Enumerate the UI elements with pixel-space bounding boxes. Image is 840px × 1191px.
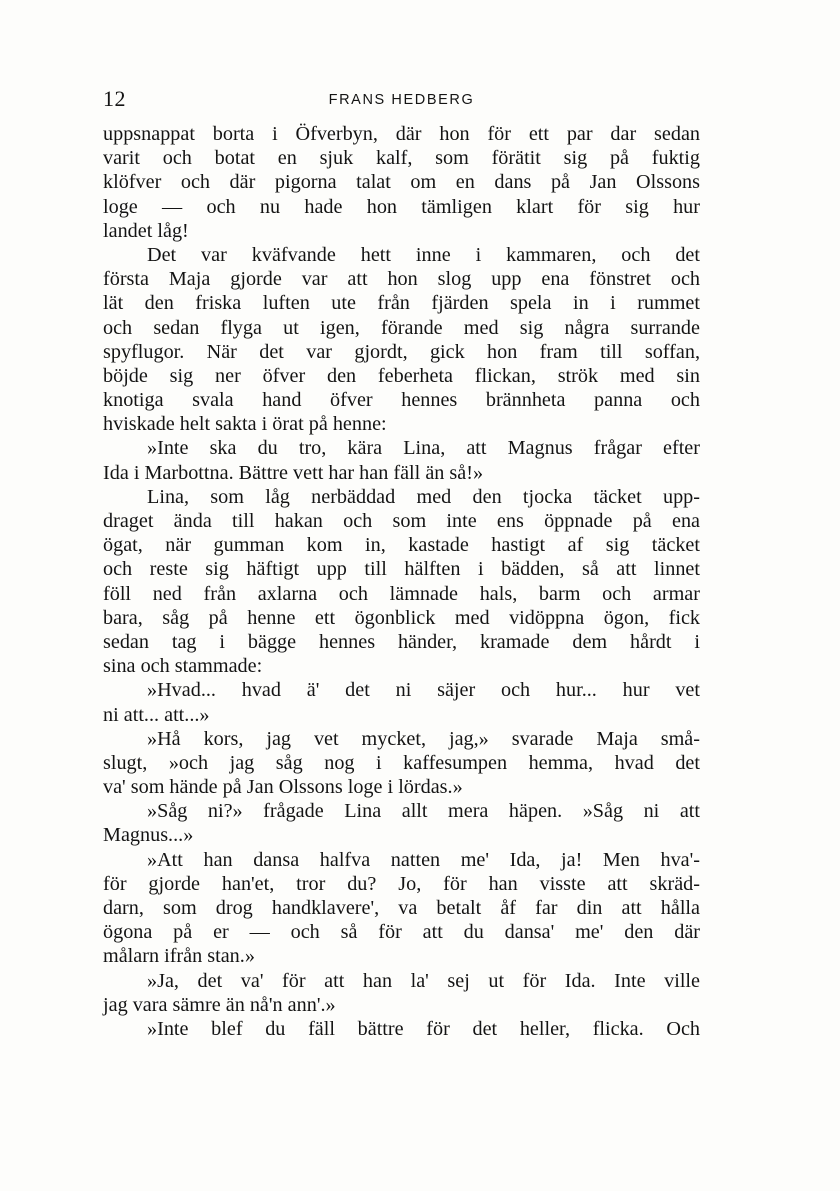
text-line: »Hå kors, jag vet mycket, jag,» svarade Maja små-	[147, 727, 700, 750]
text-line: och reste sig häftigt upp till hälften i bädden, så att linnet	[103, 558, 700, 581]
text-line: knotiga svala hand öfver hennes brännheta panna och	[103, 389, 700, 412]
text-line: hviskade helt sakta i örat på henne:	[103, 413, 387, 436]
text-line: va' som hände på Jan Olssons loge i lördas.»	[103, 776, 463, 799]
text-line: klöfver och där pigorna talat om en dans på Jan Olssons	[103, 171, 700, 194]
text-line: Det var kväfvande hett inne i kammaren, och det	[147, 243, 700, 266]
text-line: lät den friska luften ute från fjärden spela in i rummet	[103, 292, 700, 315]
text-line: sina och stammade:	[103, 655, 263, 678]
text-line: böjde sig ner öfver den feberheta flickan, strök med sin	[103, 364, 700, 387]
text-line: »Inte ska du tro, kära Lina, att Magnus frågar efter	[147, 437, 700, 460]
text-line: loge — och nu hade hon tämligen klart för sig hur	[103, 195, 700, 218]
text-line: Ida i Marbottna. Bättre vett har han fäll än så!»	[103, 461, 484, 484]
text-line: varit och botat en sjuk kalf, som förätit sig på fuktig	[103, 147, 700, 170]
text-line: ögona på er — och så för att du dansa' me' den där	[103, 921, 700, 944]
text-line: och sedan flyga ut igen, förande med sig några surrande	[103, 316, 700, 339]
text-line: »Att han dansa halfva natten me' Ida, ja! Men hva'-	[147, 848, 700, 871]
text-line: för gjorde han'et, tror du? Jo, för han visste att skräd-	[103, 872, 700, 895]
text-line: »Hvad... hvad ä' det ni säjer och hur... hur vet	[147, 679, 700, 702]
text-line: »Ja, det va' för att han la' sej ut för Ida. Inte ville	[147, 969, 700, 992]
running-head: FRANS HEDBERG	[328, 92, 475, 108]
body-text	[103, 122, 700, 1041]
text-line: sedan tag i bägge hennes händer, kramade dem hårdt i	[103, 630, 700, 653]
text-line: slugt, »och jag såg nog i kaffesumpen hemma, hvad det	[103, 751, 700, 774]
text-line: målarn ifrån stan.»	[103, 945, 255, 968]
text-line: ögat, när gumman kom in, kastade hastigt af sig täcket	[103, 534, 700, 557]
text-line: uppsnappat borta i Öfverbyn, där hon för ett par dar sedan	[103, 123, 700, 145]
text-line: spyflugor. När det var gjordt, gick hon fram till soffan,	[103, 340, 700, 363]
text-line: darn, som drog handklavere', va betalt åf far din att hålla	[103, 897, 700, 919]
text-line: jag vara sämre än nå'n ann'.»	[103, 993, 336, 1016]
page-header	[103, 86, 700, 116]
text-line: första Maja gjorde var att hon slog upp ena fönstret och	[103, 268, 700, 291]
text-line: »Såg ni?» frågade Lina allt mera häpen. »Såg ni att	[147, 800, 700, 823]
text-line: »Inte blef du fäll bättre för det heller, flicka. Och	[147, 1017, 700, 1040]
page-number: 12	[103, 86, 126, 111]
text-line: ni att... att...»	[103, 703, 210, 726]
text-line: draget ända till hakan och som inte ens öppnade på ena	[103, 510, 700, 532]
text-line: landet låg!	[103, 219, 189, 242]
text-line: Lina, som låg nerbäddad med den tjocka täcket upp-	[147, 485, 700, 508]
text-line: föll ned från axlarna och lämnade hals, barm och armar	[103, 582, 700, 605]
text-line: Magnus...»	[103, 824, 194, 847]
text-line: bara, såg på henne ett ögonblick med vidöppna ögon, fick	[103, 606, 700, 629]
